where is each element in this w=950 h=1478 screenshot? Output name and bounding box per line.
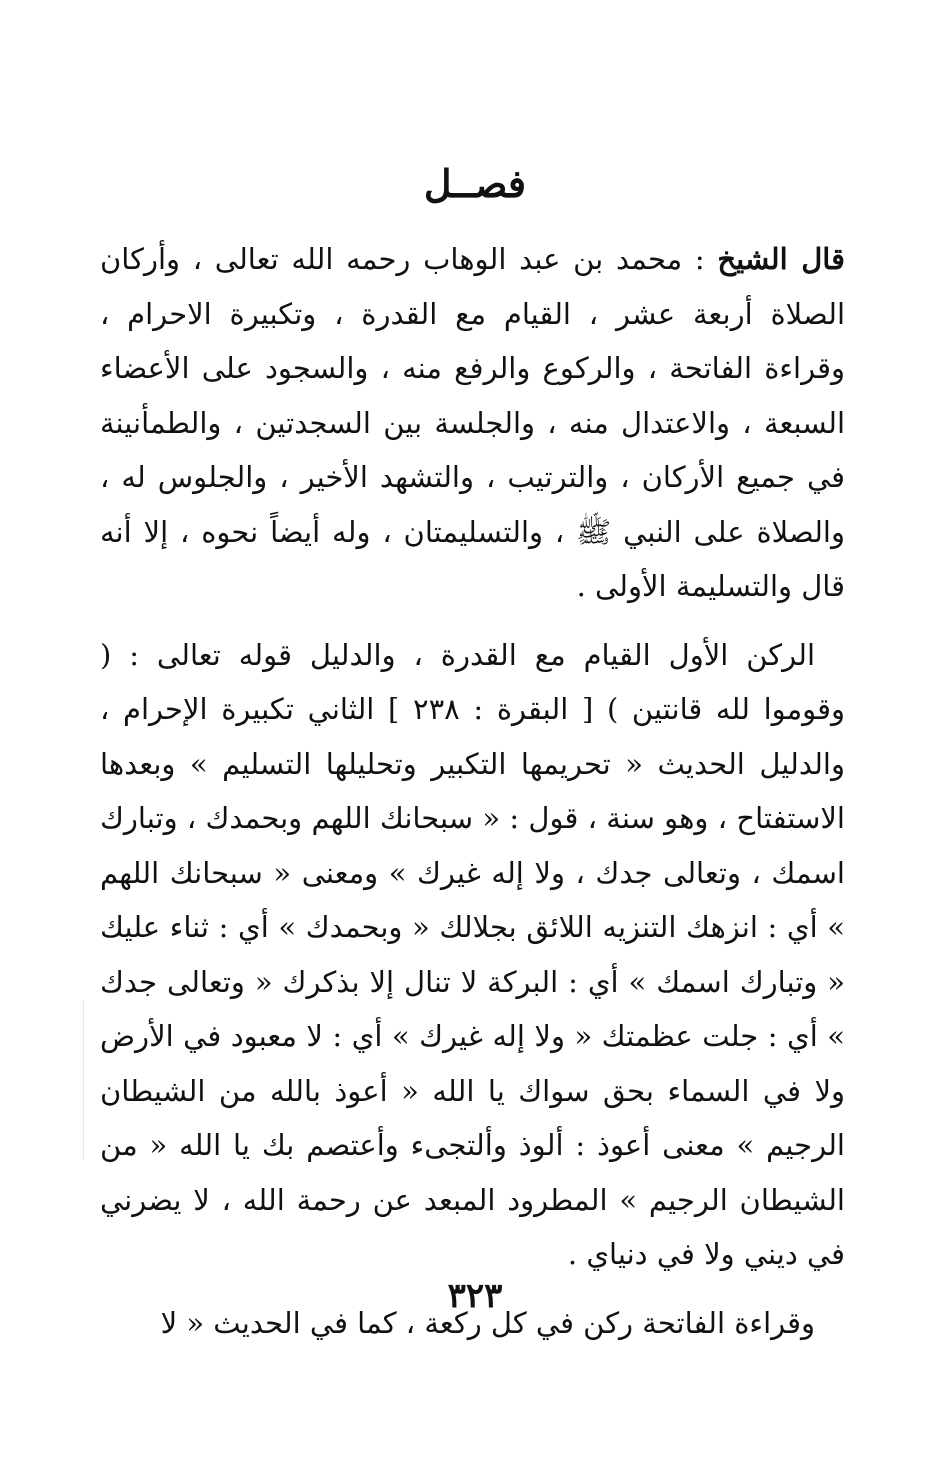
body-text: [100, 232, 845, 1350]
paragraph-text: : محمد بن عبد الوهاب رحمه الله تعالى ، وأركان الصلاة أربعة عشر ، القيام مع القدرة ، وتكبيرة الاحرام ، وقراءة الفاتحة ، والركوع والرفع منه ، والسجود على الأعضاء السبعة ، والاعتدال منه ، والجلسة بين السجدتين ، والطمأنينة في جميع الأركان ، والترتيب ، والتشهد الأخير ، والجلوس له ، والصلاة على النبي ﷺ ، والتسليمتان ، وله أيضاً نحوه ، إلا أنه قال والتسليمة الأولى .: [100, 242, 845, 603]
section-title: فصــل: [423, 161, 527, 206]
paragraph-lead: قال الشيخ: [717, 242, 845, 276]
page-number: ٣٢٣: [447, 1276, 503, 1316]
paragraph-1: [100, 232, 845, 614]
paragraph-2: الركن الأول القيام مع القدرة ، والدليل قوله تعالى : ( وقوموا لله قانتين ) [ البقرة : ٢٣٨ ] الثاني تكبيرة الإحرام ، والدليل الحديث « تحريمها التكبير وتحليلها التسليم » وبعدها الاستفتاح ، وهو سنة ، قول : « سبحانك اللهم وبحمدك ، وتبارك اسمك ، وتعالى جدك ، ولا إله غيرك » ومعنى « سبحانك اللهم » أي : انزهك التنزيه اللائق بجلالك « وبحمدك » أي : ثناء عليك « وتبارك اسمك » أي : البركة لا تنال إلا بذكرك « وتعالى جدك » أي : جلت عظمتك « ولا إله غيرك » أي : لا معبود في الأرض ولا في السماء بحق سواك يا الله « أعوذ بالله من الشيطان الرجيم » معنى أعوذ : ألوذ وألتجىء وأعتصم بك يا الله « من الشيطان الرجيم » المطرود المبعد عن رحمة الله ، لا يضرني في ديني ولا في دنياي .: [100, 637, 845, 1271]
margin-divider: [83, 1000, 84, 1160]
paragraph-3: وقراءة الفاتحة ركن في كل ركعة ، كما في الحديث « لا: [160, 1305, 815, 1340]
